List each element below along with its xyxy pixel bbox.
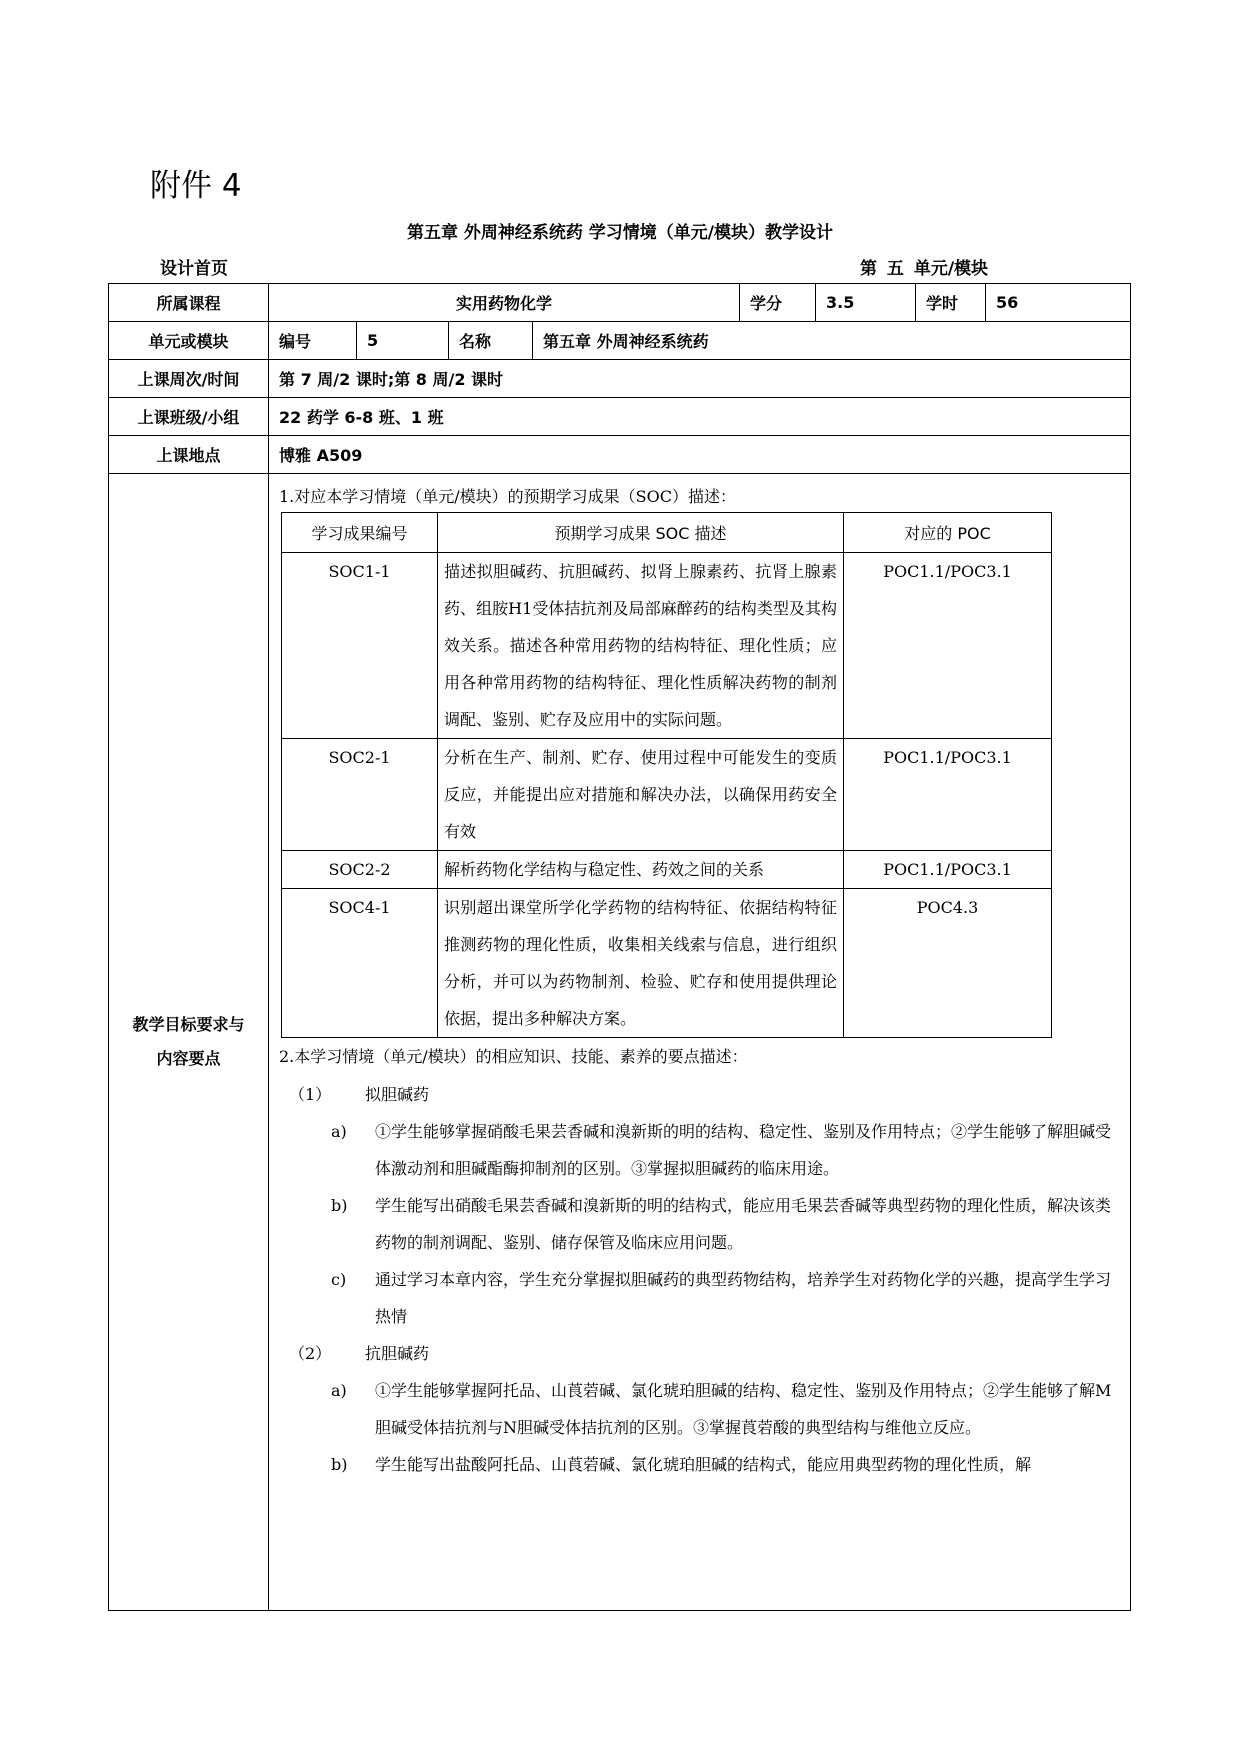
section-number: （1） [289,1085,332,1104]
design-homepage-label: 设计首页 [160,259,228,279]
soc-poc: POC1.1/POC3.1 [844,553,1052,739]
soc-header-desc: 预期学习成果 SOC 描述 [438,513,844,553]
table-row [282,851,1052,889]
item-text: ①学生能够掌握阿托品、山莨菪碱、氯化琥珀胆碱的结构、稳定性、鉴别及作用特点；②学生能够了解M胆碱受体拮抗剂与N胆碱受体拮抗剂的区别。③掌握莨菪酸的典型结构与维他立反应。 [375,1381,1112,1437]
soc-desc: 识别超出课堂所学化学药物的结构特征、依据结构特征推测药物的理化性质，收集相关线索与信息，进行组织分析，并可以为药物制剂、检验、贮存和使用提供理论依据，提出多种解决方案。 [438,889,844,1038]
list-item [279,1446,1120,1483]
document-title: 第五章 外周神经系统药 学习情境（单元/模块）教学设计 [406,223,834,243]
section-title: 抗胆碱药 [365,1344,430,1363]
unit-number-label: 第 五 单元/模块 [860,259,989,279]
goals-label-line2: 内容要点 [156,1049,221,1068]
goals-content [269,474,1131,1611]
design-table [108,283,1131,1611]
section-heading [279,1335,1120,1372]
item-label: a) [331,1381,347,1400]
class-value: 22 药学 6-8 班、1 班 [269,398,1131,436]
table-row [282,553,1052,739]
soc-poc: POC1.1/POC3.1 [844,739,1052,851]
goals-label [109,474,269,1611]
unit-name-value: 第五章 外周神经系统药 [533,322,1131,360]
item-text: 学生能写出盐酸阿托品、山莨菪碱、氯化琥珀胆碱的结构式，能应用典型药物的理化性质，解 [375,1455,1032,1474]
table-row [282,739,1052,851]
week-label: 上课周次/时间 [109,360,269,398]
soc-header-code: 学习成果编号 [282,513,438,553]
soc-desc: 解析药物化学结构与稳定性、药效之间的关系 [438,851,844,889]
class-label: 上课班级/小组 [109,398,269,436]
soc-code: SOC4-1 [282,889,438,1038]
week-value: 第 7 周/2 课时;第 8 周/2 课时 [269,360,1131,398]
item-text: ①学生能够掌握硝酸毛果芸香碱和溴新斯的明的结构、稳定性、鉴别及作用特点；②学生能够了解胆碱受体激动剂和胆碱酯酶抑制剂的区别。③掌握拟胆碱药的临床用途。 [375,1122,1112,1178]
soc-code: SOC1-1 [282,553,438,739]
soc-desc: 描述拟胆碱药、抗胆碱药、拟肾上腺素药、抗肾上腺素药、组胺H1受体拮抗剂及局部麻醉药的结构类型及其构效关系。描述各种常用药物的结构特征、理化性质；应用各种常用药物的结构特征、理化性质解决药物的制剂调配、鉴别、贮存及应用中的实际问题。 [438,553,844,739]
course-value: 实用药物化学 [269,284,740,322]
item-label: a) [331,1122,347,1141]
soc-intro: 1.对应本学习情境（单元/模块）的预期学习成果（SOC）描述： [279,487,736,506]
item-label: c) [331,1270,347,1289]
list-item [279,1261,1120,1335]
section-number: （2） [289,1344,332,1363]
credit-label: 学分 [740,284,816,322]
place-value: 博雅 A509 [269,436,1131,474]
item-label: b) [331,1196,348,1215]
attachment-label: 附件 4 [150,168,242,204]
hours-label: 学时 [916,284,986,322]
course-label: 所属课程 [109,284,269,322]
soc-code: SOC2-2 [282,851,438,889]
soc-table [281,512,1052,1038]
unit-label: 单元或模块 [109,322,269,360]
list-item [279,1113,1120,1187]
section-heading [279,1076,1120,1113]
unit-number-key: 编号 [269,322,357,360]
place-label: 上课地点 [109,436,269,474]
item-label: b) [331,1455,348,1474]
list-item [279,1187,1120,1261]
soc-header-poc: 对应的 POC [844,513,1052,553]
soc-code: SOC2-1 [282,739,438,851]
soc-poc: POC1.1/POC3.1 [844,851,1052,889]
section2-intro: 2.本学习情境（单元/模块）的相应知识、技能、素养的要点描述： [279,1047,748,1066]
table-row [282,889,1052,1038]
goals-label-line1: 教学目标要求与 [132,1015,245,1034]
unit-number-value: 5 [357,322,449,360]
credit-value: 3.5 [816,284,916,322]
soc-poc: POC4.3 [844,889,1052,1038]
hours-value: 56 [986,284,1131,322]
item-text: 通过学习本章内容，学生充分掌握拟胆碱药的典型药物结构，培养学生对药物化学的兴趣，提高学生学习热情 [375,1270,1112,1326]
unit-name-key: 名称 [449,322,533,360]
soc-desc: 分析在生产、制剂、贮存、使用过程中可能发生的变质反应，并能提出应对措施和解决办法，以确保用药安全有效 [438,739,844,851]
section-title: 拟胆碱药 [365,1085,430,1104]
list-item [279,1372,1120,1446]
item-text: 学生能写出硝酸毛果芸香碱和溴新斯的明的结构式，能应用毛果芸香碱等典型药物的理化性质，解决该类药物的制剂调配、鉴别、储存保管及临床应用问题。 [375,1196,1112,1252]
